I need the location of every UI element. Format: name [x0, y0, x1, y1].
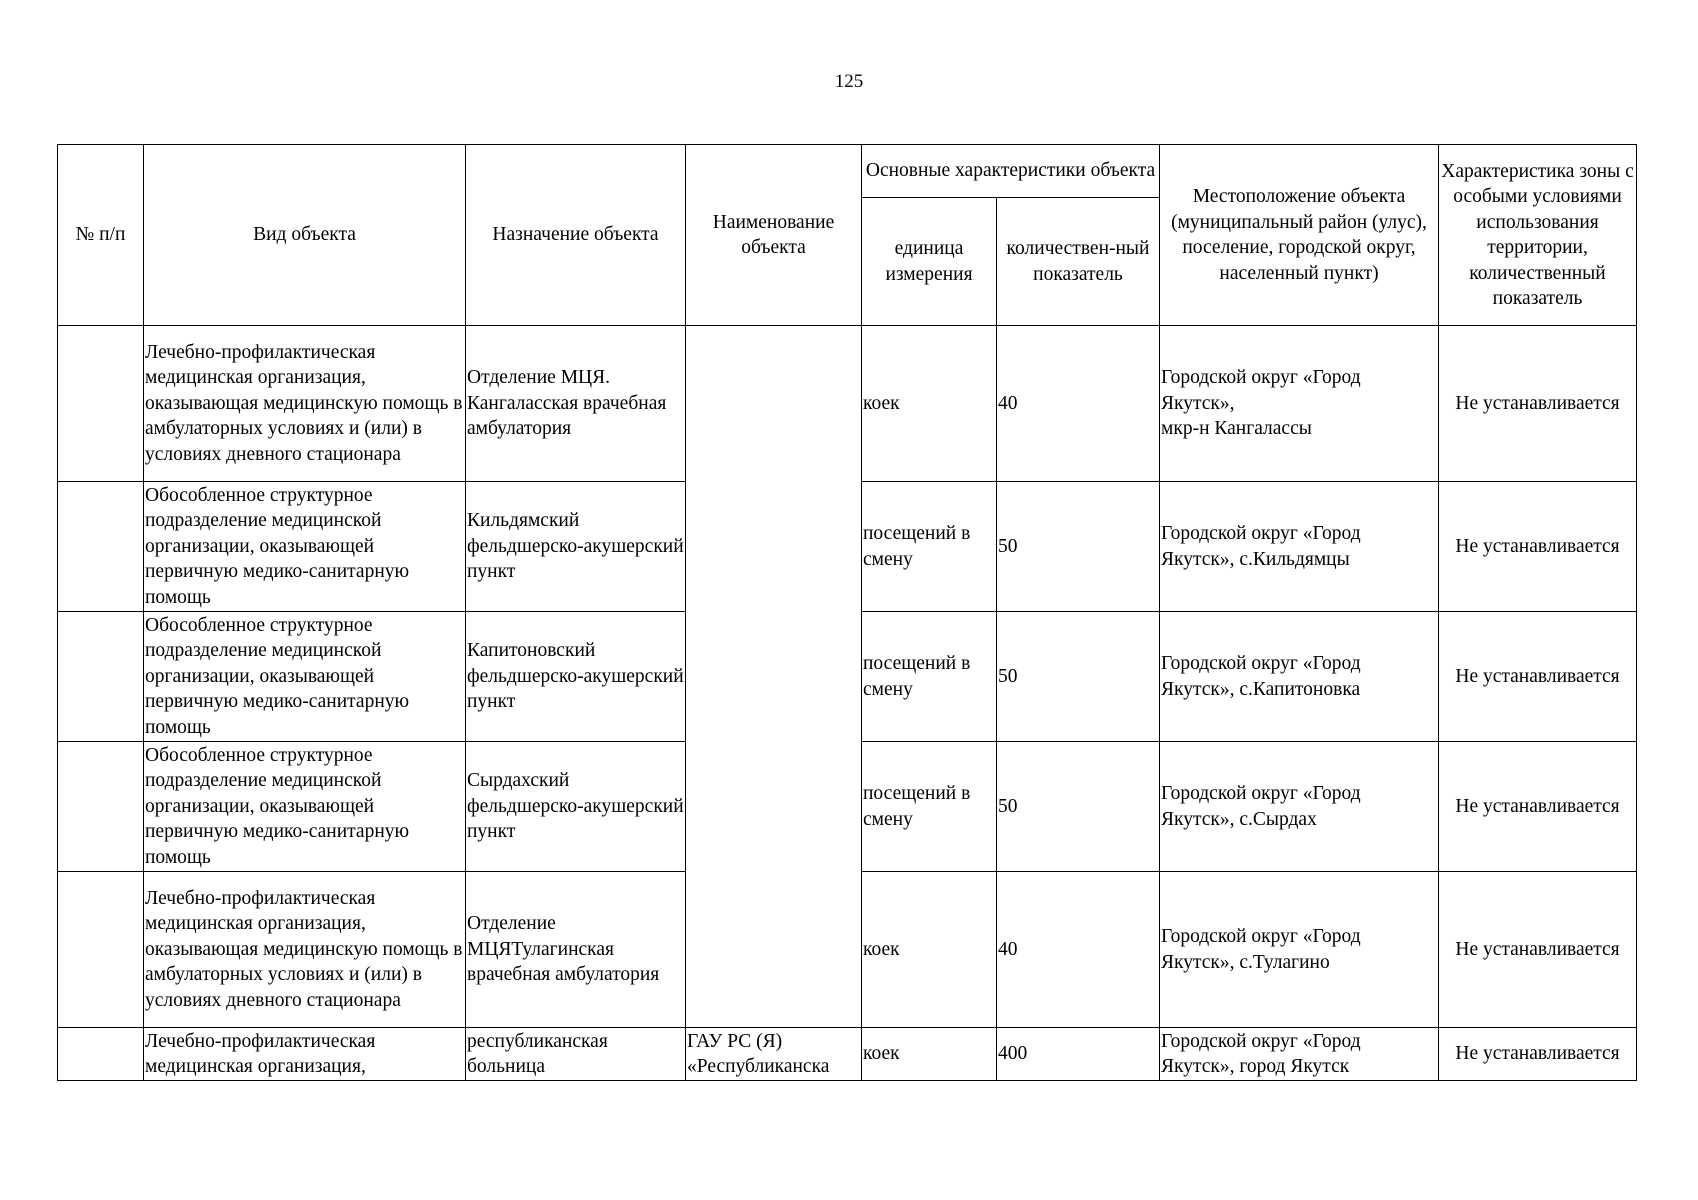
cell-zone: Не устанавливается	[1439, 482, 1637, 612]
cell-location: Городской округ «Город Якутск», с.Сырдах	[1160, 742, 1439, 872]
page-number: 125	[834, 71, 864, 92]
cell-unit: коек	[862, 872, 997, 1028]
cell-zone: Не устанавливается	[1439, 1028, 1637, 1081]
cell-quantity: 50	[997, 612, 1160, 742]
cell-quantity: 40	[997, 872, 1160, 1028]
cell-location	[1160, 326, 1439, 482]
cell-name-text: ГАУ РС (Я) «Республиканска	[687, 1030, 830, 1077]
header-unit: единица измерения	[862, 198, 997, 326]
cell-num	[58, 872, 144, 1028]
header-zone: Характеристика зоны с особыми условиями использования территории, количественный показатель	[1439, 145, 1637, 326]
cell-kind	[144, 1028, 466, 1081]
cell-kind: Лечебно-профилактическая медицинская организация, оказывающая медицинскую помощь в амбулаторных условиях и (или) в условиях дневного стационара	[144, 326, 466, 482]
cell-kind-text: Лечебно-профилактическая медицинская организация,	[145, 1030, 376, 1077]
cell-num	[58, 482, 144, 612]
cell-unit: коек	[862, 326, 997, 482]
cell-num	[58, 1028, 144, 1081]
cell-kind: Обособленное структурное подразделение медицинской организации, оказывающей первичную медико-санитарную помощь	[144, 742, 466, 872]
cell-purpose: Сырдахский фельдшерско-акушерский пункт	[466, 742, 686, 872]
table-header	[58, 145, 1637, 326]
table-row	[58, 326, 1637, 482]
cell-purpose	[466, 1028, 686, 1081]
cell-quantity: 50	[997, 482, 1160, 612]
cell-num	[58, 742, 144, 872]
header-quantity: количествен-ный показатель	[997, 198, 1160, 326]
cell-purpose: Капитоновский фельдшерско-акушерский пункт	[466, 612, 686, 742]
cell-unit: посещений в смену	[862, 612, 997, 742]
table-row	[58, 1028, 1637, 1081]
cell-name-merged	[686, 326, 862, 1028]
cell-unit: коек	[862, 1028, 997, 1081]
cell-num	[58, 326, 144, 482]
header-name: Наименование объекта	[686, 145, 862, 326]
header-location: Местоположение объекта (муниципальный район (улус), поселение, городской округ, населенный пункт)	[1160, 145, 1439, 326]
cell-zone: Не устанавливается	[1439, 612, 1637, 742]
cell-kind: Лечебно-профилактическая медицинская организация, оказывающая медицинскую помощь в амбулаторных условиях и (или) в условиях дневного стационара	[144, 872, 466, 1028]
cell-unit: посещений в смену	[862, 482, 997, 612]
cell-location-text: Городской округ «Город Якутск», город Якутск	[1161, 1030, 1361, 1077]
cell-quantity: 40	[997, 326, 1160, 482]
cell-zone: Не устанавливается	[1439, 872, 1637, 1028]
cell-kind: Обособленное структурное подразделение медицинской организации, оказывающей первичную медико-санитарную помощь	[144, 482, 466, 612]
cell-num	[58, 612, 144, 742]
cell-location: Городской округ «Город Якутск», с.Кильдямцы	[1160, 482, 1439, 612]
cell-quantity: 400	[997, 1028, 1160, 1081]
cell-location-line: мкр-н Кангалассы	[1161, 418, 1312, 440]
cell-zone: Не устанавливается	[1439, 742, 1637, 872]
cell-unit: посещений в смену	[862, 742, 997, 872]
header-num: № п/п	[58, 145, 144, 326]
cell-name	[686, 1028, 862, 1081]
cell-kind: Обособленное структурное подразделение медицинской организации, оказывающей первичную медико-санитарную помощь	[144, 612, 466, 742]
cell-location-line: Городской округ «Город Якутск»,	[1161, 367, 1361, 414]
header-main-characteristics: Основные характеристики объекта	[862, 145, 1160, 198]
cell-purpose: Отделение МЦЯ. Кангаласская врачебная амбулатория	[466, 326, 686, 482]
header-kind: Вид объекта	[144, 145, 466, 326]
cell-purpose-text: республиканская больница	[467, 1030, 608, 1077]
header-purpose: Назначение объекта	[466, 145, 686, 326]
cell-zone: Не устанавливается	[1439, 326, 1637, 482]
cell-location	[1160, 1028, 1439, 1081]
cell-purpose: Отделение МЦЯТулагинская врачебная амбулатория	[466, 872, 686, 1028]
cell-quantity: 50	[997, 742, 1160, 872]
objects-table	[57, 144, 1637, 1081]
cell-purpose: Кильдямский фельдшерско-акушерский пункт	[466, 482, 686, 612]
cell-location: Городской округ «Город Якутск», с.Капитоновка	[1160, 612, 1439, 742]
cell-location: Городской округ «Город Якутск», с.Тулагино	[1160, 872, 1439, 1028]
